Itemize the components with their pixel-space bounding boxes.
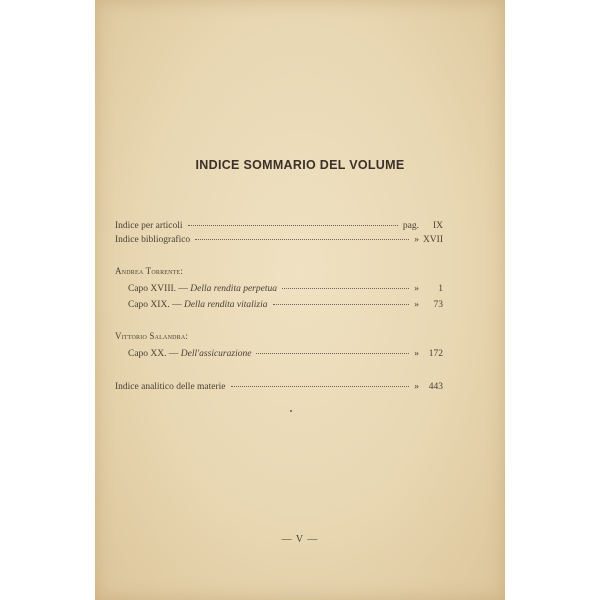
toc-entry-capo-xx bbox=[128, 347, 443, 361]
page-prefix: » bbox=[414, 382, 419, 392]
toc-label: Indice analitico delle materie bbox=[115, 382, 226, 392]
page-number: XVII bbox=[422, 235, 443, 245]
toc-entry-indice-analitico bbox=[115, 380, 443, 394]
dot-leader bbox=[273, 304, 410, 305]
page-number: 73 bbox=[433, 300, 443, 310]
author-heading-salandra: Vittorio Salandra: bbox=[115, 331, 189, 341]
book-page bbox=[95, 0, 505, 600]
page-folio: — V — bbox=[281, 534, 319, 545]
toc-entry-indice-bibliografico bbox=[115, 233, 443, 247]
dot-leader bbox=[195, 239, 409, 240]
capo-title: Dell'assicurazione bbox=[180, 349, 252, 359]
page-number: 1 bbox=[438, 284, 443, 294]
dot-leader bbox=[282, 288, 409, 289]
ink-speck bbox=[290, 410, 292, 412]
page-title: INDICE SOMMARIO DEL VOLUME bbox=[195, 158, 405, 172]
page-number: 172 bbox=[428, 349, 443, 359]
capo-title: Della rendita perpetua bbox=[190, 284, 277, 294]
page-prefix: » bbox=[414, 235, 419, 245]
page-prefix: » bbox=[414, 284, 419, 294]
separator: — bbox=[176, 284, 191, 294]
dot-leader bbox=[188, 225, 398, 226]
page-number: 443 bbox=[428, 382, 443, 392]
capo-number: Capo XVIII. bbox=[128, 284, 177, 294]
toc-entry-capo-xix bbox=[128, 298, 443, 312]
toc-label: Indice per articoli bbox=[115, 221, 183, 231]
author-heading-torrente: Andrea Torrente: bbox=[115, 266, 184, 276]
capo-number: Capo XIX. bbox=[128, 300, 170, 310]
toc-label: Indice bibliografico bbox=[115, 235, 191, 245]
separator: — bbox=[166, 349, 181, 359]
toc-entry-capo-xviii bbox=[128, 282, 443, 296]
capo-title: Della rendita vitalizia bbox=[183, 300, 268, 310]
page-prefix: » bbox=[414, 300, 419, 310]
page-number: IX bbox=[432, 221, 443, 231]
page-prefix: pag. bbox=[402, 221, 419, 231]
capo-number: Capo XX. bbox=[128, 349, 167, 359]
dot-leader bbox=[256, 353, 409, 354]
separator: — bbox=[169, 300, 184, 310]
page-prefix: » bbox=[414, 349, 419, 359]
dot-leader bbox=[231, 386, 410, 387]
toc-entry-indice-per-articoli bbox=[115, 219, 443, 233]
